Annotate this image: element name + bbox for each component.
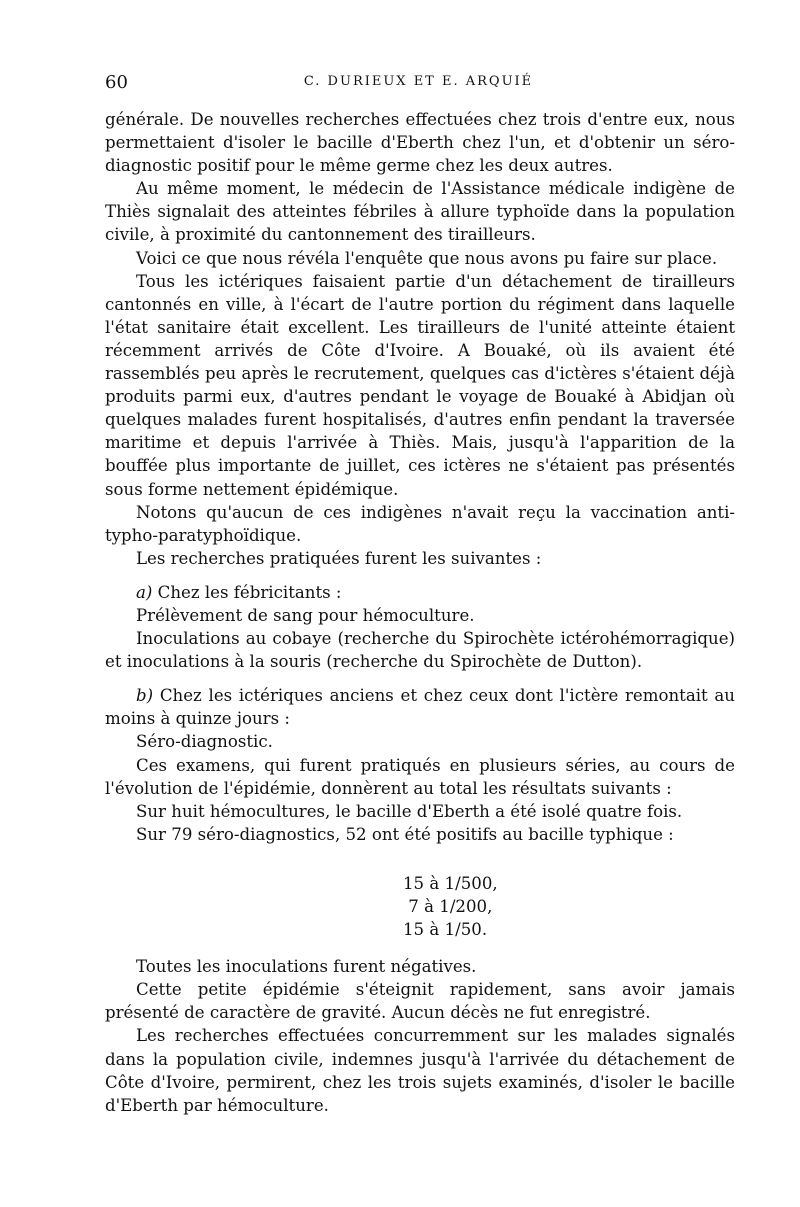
result-line: 15 à 1/500, <box>403 873 498 893</box>
results-list <box>105 872 735 941</box>
section-b-heading <box>105 684 735 730</box>
section-a-heading-text: Chez les fébricitants : <box>157 582 342 602</box>
paragraph: Voici ce que nous révéla l'enquête que nous avons pu faire sur place. <box>136 248 718 268</box>
paragraph: Tous les ictériques faisaient partie d'un détachement de tirailleurs cantonnés en ville, à l'écart de l'autre portion du régiment dans laquelle l'état sanitaire était excellent. Les tirailleurs de l'unité atteinte étaient récemment arrivés de Côte d'Ivoire. A Bouaké, où ils avaient été rassemblés peu après le recrutement, quelques cas d'ictères s'étaient déjà produits parmi eux, d'autres pendant le voyage de Bouaké à Abidjan où quelques malades furent hospitalisés, d'autres enfin pendant la traversée maritime et depuis l'arrivée à Thiès. Mais, jusqu'à l'apparition de la bouffée plus importante de juillet, ces ictères ne s'étaient pas présentés sous forme nettement épidémique. <box>105 271 735 499</box>
section-a-heading <box>105 581 735 604</box>
result-line: 7 à 1/200, <box>403 897 493 916</box>
paragraph: Les recherches effectuées concurremment sur les malades signalés dans la population civile, indemnes jusqu'à l'arrivée du détachement de Côte d'Ivoire, permirent, chez les trois sujets examinés, d'isoler le bacille d'Eberth par hémoculture. <box>105 1026 735 1115</box>
paragraph: Sur huit hémocultures, le bacille d'Eberth a été isolé quatre fois. <box>136 801 683 821</box>
section-b-label: b) <box>136 686 154 706</box>
paragraph: Toutes les inoculations furent négatives. <box>136 957 477 977</box>
paragraph: générale. De nouvelles recherches effectuées chez trois d'entre eux, nous permettaient d'isoler le bacille d'Eberth chez l'un, et d'obtenir un séro-diagnostic positif pour le même germe chez les deux autres. <box>105 110 735 176</box>
article-body <box>105 108 735 1117</box>
section-b-line: Séro-diagnostic. <box>136 732 273 752</box>
paragraph: Cette petite épidémie s'éteignit rapidement, sans avoir jamais présenté de caractère de gravité. Aucun décès ne fut enregistré. <box>105 980 735 1023</box>
paragraph: Ces examens, qui furent pratiqués en plusieurs séries, au cours de l'évolution de l'épidémie, donnèrent au total les résultats suivants : <box>105 755 735 798</box>
paragraph: Les recherches pratiquées furent les suivantes : <box>136 548 542 568</box>
paragraph: Notons qu'aucun de ces indigènes n'avait reçu la vaccination anti-typho-paratyphoïdique. <box>105 502 735 545</box>
section-a-line: Inoculations au cobaye (recherche du Spirochète ictérohémorragique) et inoculations à la souris (recherche du Spirochète de Dutton). <box>105 629 735 672</box>
running-title: C. DURIEUX ET E. ARQUIÉ <box>303 74 534 89</box>
page-number: 60 <box>105 72 128 93</box>
section-a-label: a) <box>136 582 153 602</box>
section-a-line: Prélèvement de sang pour hémoculture. <box>136 605 475 625</box>
section-b-heading-text: Chez les ictériques anciens et chez ceux dont l'ictère remontait au moins à quinze jours : <box>105 686 735 729</box>
page-header <box>105 72 732 96</box>
paragraph: Sur 79 séro-diagnostics, 52 ont été positifs au bacille typhique : <box>136 824 674 844</box>
paragraph: Au même moment, le médecin de l'Assistance médicale indigène de Thiès signalait des atteintes fébriles à allure typhoïde dans la population civile, à proximité du cantonnement des tirailleurs. <box>105 179 735 245</box>
result-line: 15 à 1/50. <box>403 920 488 940</box>
